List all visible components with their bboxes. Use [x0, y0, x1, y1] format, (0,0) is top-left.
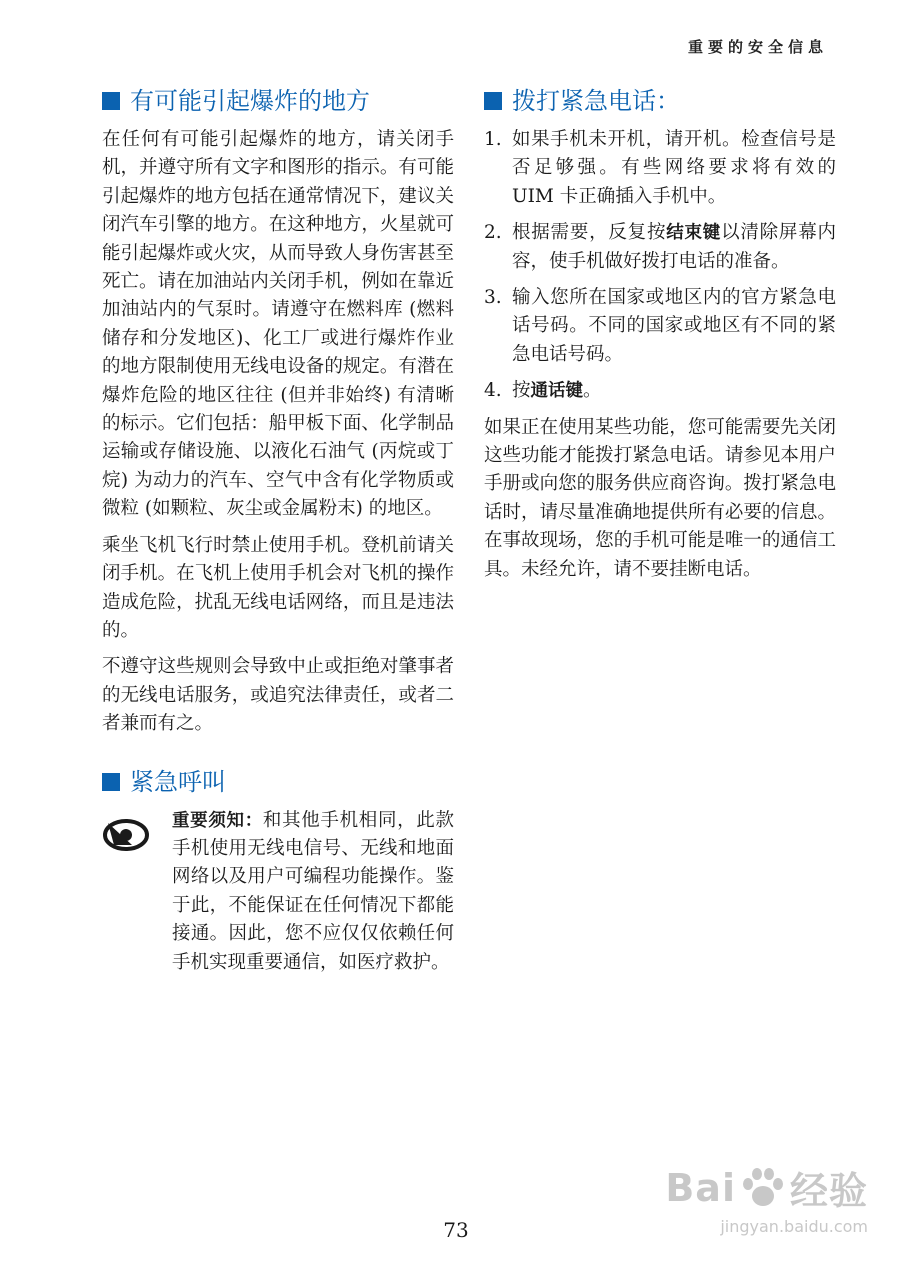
- important-note: [102, 807, 454, 977]
- paragraph-emergency-info: 如果正在使用某些功能，您可能需要先关闭这些功能才能拨打紧急电话。请参见本用户手册或向您的服务供应商咨询。拨打紧急电话时，请尽量准确地提供所有必要的信息。在事故现场，您的手机可能是唯一的通信工具。未经允许，请不要挂断电话。: [484, 416, 836, 580]
- note-lead: 重要须知：: [172, 810, 263, 831]
- watermark-url: jingyan.baidu.com: [720, 1217, 868, 1236]
- list-item: [484, 284, 836, 369]
- step-number: 3.: [484, 287, 502, 309]
- step-text-pre: 按: [512, 380, 531, 402]
- steps-list: [484, 126, 836, 406]
- left-column: [102, 86, 454, 977]
- list-item: [484, 126, 836, 211]
- watermark: [665, 1160, 868, 1236]
- step-text-pre: 根据需要，反复按: [512, 222, 667, 244]
- list-item: [484, 219, 836, 276]
- call-key-label: 通话键: [530, 381, 584, 402]
- end-key-label: 结束键: [666, 223, 722, 244]
- watermark-brand: [665, 1160, 868, 1215]
- square-bullet-icon: [102, 773, 120, 791]
- paw-icon: [740, 1166, 786, 1210]
- section-title-text: 紧急呼叫: [130, 767, 226, 796]
- step-text: 如果手机未开机，请开机。检查信号是否足够强。有些网络要求将有效的 UIM 卡正确插入手机中。: [512, 129, 836, 207]
- step-text: 输入您所在国家或地区内的官方紧急电话号码。不同的国家或地区有不同的紧急电话号码。: [512, 287, 836, 365]
- section-title-dial-emergency: [484, 86, 836, 116]
- important-hand-icon: [102, 807, 172, 977]
- page-header-title: 重要的安全信息: [687, 38, 828, 56]
- watermark-text-left: Bai: [665, 1165, 736, 1210]
- step-number: 1.: [484, 129, 502, 150]
- note-body: [172, 807, 454, 977]
- paragraph-aircraft: 乘坐飞机飞行时禁止使用手机。登机前请关闭手机。在飞机上使用手机会对飞机的操作造成危险，扰乱无线电话网络，而且是违法的。: [102, 534, 454, 641]
- section-title-explosive: [102, 86, 454, 116]
- section-title-emergency: [102, 767, 454, 797]
- step-text: [512, 219, 836, 276]
- paragraph-explosive-areas: 在任何有可能引起爆炸的地方，请关闭手机，并遵守所有文字和图形的指示。有可能引起爆炸的地方包括在通常情况下，建议关闭汽车引擎的地方。在这种地方，火星就可能引起爆炸或火灾，从而导致人身伤害甚至死亡。请在加油站内关闭手机，例如在靠近加油站内的气泵时。请遵守在燃料库 (燃料储存和分发地区)、化工厂或进行爆炸作业的地方限制使用无线电设备的规定。有潜在爆炸危险的地区往往 (但并非始终) 有清晰的标示。它们包括：船甲板下面、化学制品运输或存储设施、以液化石油气 (丙烷或丁烷) 为动力的汽车、空气中含有化学物质或微粒 (如颗粒、灰尘或金属粉末) 的地区。: [102, 129, 454, 520]
- right-column: [484, 86, 836, 592]
- square-bullet-icon: [484, 92, 502, 110]
- step-number: 4.: [484, 380, 502, 402]
- square-bullet-icon: [102, 92, 120, 110]
- paragraph-penalty: 不遵守这些规则会导致中止或拒绝对肇事者的无线电话服务，或追究法律责任，或者二者兼而有之。: [102, 656, 454, 735]
- list-item: [484, 377, 836, 405]
- watermark-text-right: 经验: [789, 1169, 868, 1213]
- step-text-post: 。: [583, 380, 602, 402]
- step-text: [512, 377, 836, 405]
- step-text-post: 以清除屏幕内容，使手机做好拨打电话的准备。: [512, 222, 836, 272]
- page-number: 73: [443, 1218, 469, 1242]
- step-number: 2.: [484, 222, 502, 244]
- section-title-text: 拨打紧急电话：: [512, 87, 680, 115]
- note-text: 和其他手机相同，此款手机使用无线电信号、无线和地面网络以及用户可编程功能操作。鉴于此，不能保证在任何情况下都能接通。因此，您不应仅仅依赖任何手机实现重要通信，如医疗救护。: [172, 809, 454, 973]
- section-title-text: 有可能引起爆炸的地方: [130, 87, 370, 115]
